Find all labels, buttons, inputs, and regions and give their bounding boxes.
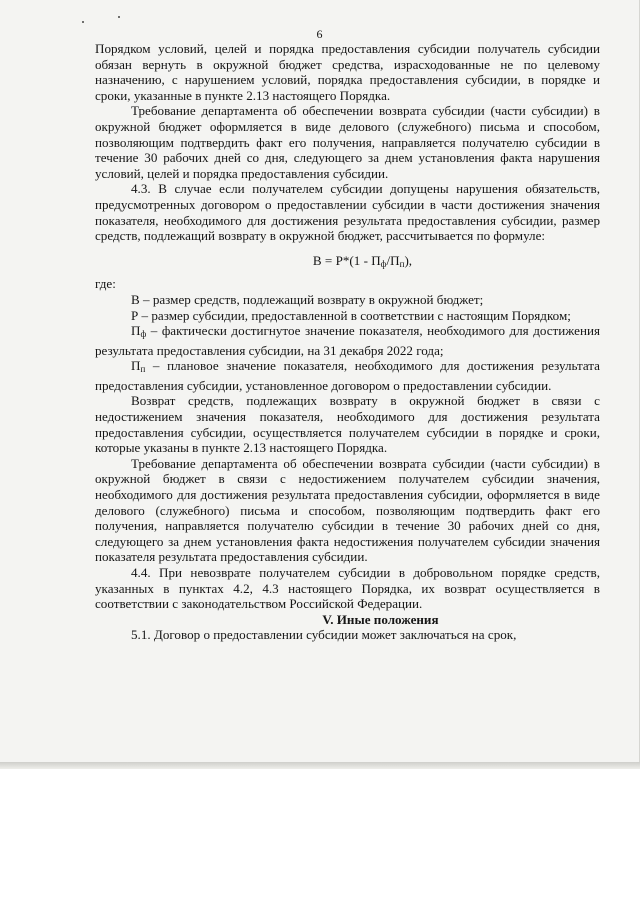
scan-edge-shadow (0, 762, 640, 769)
paragraph: 4.4. При невозврате получателем субсидии в добровольном порядке средств, указанных в пунктах 4.2, 4.3 настоящего Порядка, их возврат осуществляется в соответствии с законодательством Российской Федерации. (95, 565, 600, 612)
paragraph: Возврат средств, подлежащих возврату в окружной бюджет в связи с недостижением значения показателя, необходимого для достижения результата предоставления субсидии, осуществляется получателем субсидии в порядке и сроки, которые указаны в пункте 2.13 настоящего Порядка. (95, 393, 600, 456)
section-heading: V. Иные положения (322, 611, 439, 627)
formula-lhs: В = Р*(1 - П (312, 252, 381, 268)
definition-pf-symbol: П (131, 323, 141, 339)
definition-pp-symbol: П (131, 358, 141, 374)
definition-pf-text: – фактически достигнутое значение показателя, необходимого для достижения результата предоставления субсидии, на 31 декабря 2022 года; (95, 323, 600, 358)
paragraph: Порядком условий, целей и порядка предоставления субсидии получатель субсидии обязан вернуть в окружной бюджет средства, израсходованные не по целевому назначению, с нарушением условий, порядка предоставления субсидии, в порядке и сроки, указанные в пункте 2.13 настоящего Порядка. (95, 41, 600, 103)
definition-pp (95, 358, 600, 393)
definition-r: Р – размер субсидии, предоставленной в соответствии с настоящим Порядком; (131, 307, 571, 323)
where-label: где: (95, 276, 116, 292)
definition-pf (95, 323, 600, 358)
scan-speck (82, 21, 84, 23)
formula (95, 253, 600, 273)
formula-rhs: ), (404, 252, 413, 268)
formula-sub-plan: п (399, 258, 405, 269)
paragraph: Требование департамента об обеспечении возврата субсидии (части субсидии) в окружной бюджет оформляется в виде делового (служебного) письма и способом, позволяющим подтвердить факт его получения, направляется получателю субсидии в течение 30 рабочих дней со дня, следующего за днем установления факта нарушения условий, целей и порядка предоставления субсидии. (95, 103, 600, 181)
definition-pf-subscript: ф (140, 329, 147, 340)
page-number: 6 (316, 27, 323, 41)
formula-sub-fact: ф (380, 258, 387, 269)
definition-pp-text: – плановое значение показателя, необходимого для достижения результата предоставления субсидии, установленное договором о предоставлении субсидии. (95, 358, 600, 393)
paragraph: 5.1. Договор о предоставлении субсидии может заключаться на срок, (131, 627, 517, 643)
document-body (95, 41, 600, 643)
paragraph: Требование департамента об обеспечении возврата субсидии (части субсидии) в окружной бюджет в связи с недостижением получателем субсидии значения, необходимого для достижения результата предоставления субсидии, оформляется в виде делового (служебного) письма и способом, позволяющим подтвердить факт его получения, направляется получателю субсидии в течение 30 рабочих дней со дня, следующего за днем установления факта недостижения получателем субсидии значения показателя результата предоставления субсидии. (95, 455, 600, 565)
formula-mid: /П (386, 252, 400, 268)
scan-speck (118, 16, 120, 18)
paragraph: 4.3. В случае если получателем субсидии допущены нарушения обязательств, предусмотренных договором о предоставлении субсидии в части достижения значения показателя, необходимого для достижения результата предоставления субсидии, размер средств, подлежащий возврату в окружной бюджет, рассчитывается по формуле: (95, 181, 600, 244)
definition-pp-subscript: п (140, 364, 146, 375)
definition-v: В – размер средств, подлежащий возврату в окружной бюджет; (131, 291, 484, 307)
